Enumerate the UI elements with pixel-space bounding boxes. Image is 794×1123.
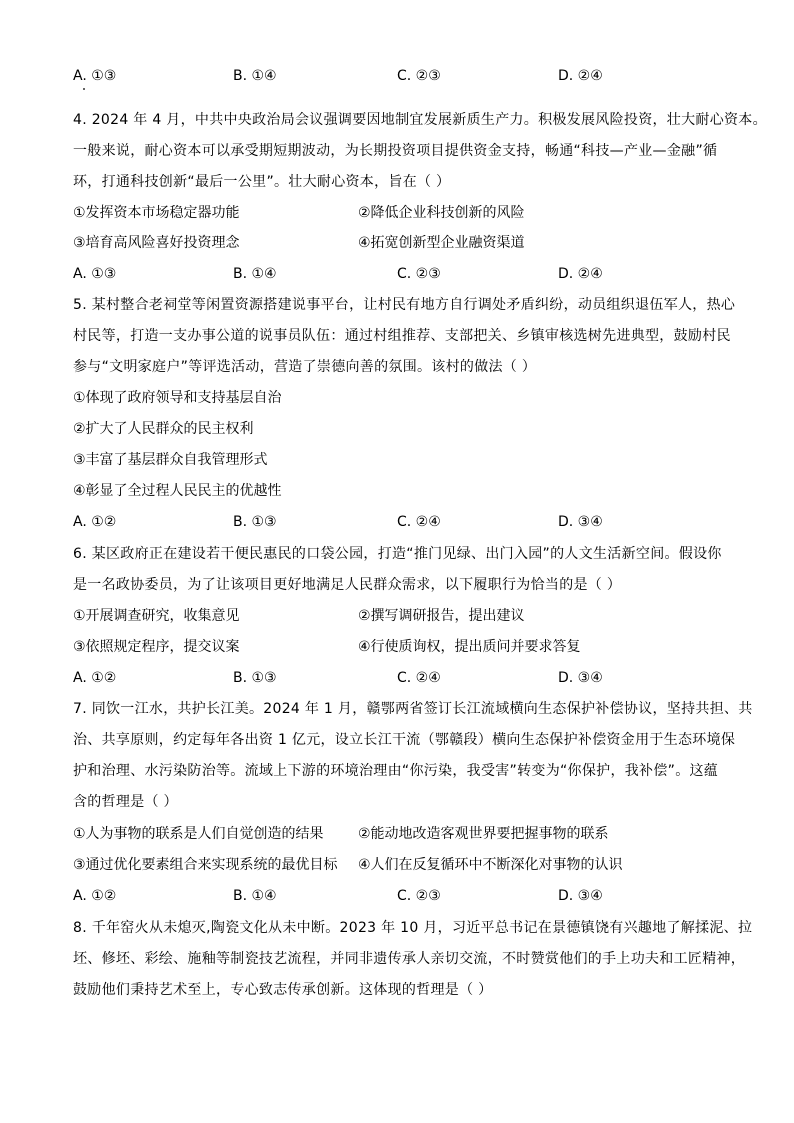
q4-stem-line-3: 环，打通科技创新“最后一公里”。壮大耐心资本，旨在（ ） bbox=[73, 174, 451, 190]
q5-stem-line-1: 5. 某村整合老祠堂等闲置资源搭建说事平台，让村民有地方自行调处矛盾纠纷，动员组织退伍军人，热心 bbox=[73, 297, 736, 313]
q6-statement-3: ③依照规定程序，提交议案 bbox=[73, 639, 240, 655]
q3-choice-b: B. ①④ bbox=[233, 68, 277, 84]
q4-stem-line-1: 4. 2024 年 4 月，中共中央政治局会议强调要因地制宜发展新质生产力。积极发展风险投资，壮大耐心资本。 bbox=[73, 112, 767, 128]
q4-choice-b: B. ①④ bbox=[233, 266, 277, 282]
q7-stem-line-4: 含的哲理是（ ） bbox=[73, 794, 178, 810]
q8-stem-line-1: 8. 千年窑火从未熄灭,陶瓷文化从未中断。2023 年 10 月，习近平总书记在景德镇饶有兴趣地了解揉泥、拉 bbox=[73, 920, 753, 936]
q7-choice-b: B. ①④ bbox=[233, 888, 277, 904]
q5-choice-b: B. ①③ bbox=[233, 514, 277, 530]
q4-statement-3: ③培育高风险喜好投资理念 bbox=[73, 235, 240, 251]
q5-stem-line-3: 参与“文明家庭户”等评选活动，营造了崇德向善的氛围。该村的做法（ ） bbox=[73, 359, 537, 375]
q6-choice-b: B. ①③ bbox=[233, 670, 277, 686]
q4-statement-1: ①发挥资本市场稳定器功能 bbox=[73, 205, 240, 221]
q6-stem-line-1: 6. 某区政府正在建设若干便民惠民的口袋公园，打造“推门见绿、出门入园”的人文生活新空间。假设你 bbox=[73, 546, 722, 562]
q6-statement-4: ④行使质询权，提出质问并要求答复 bbox=[358, 639, 581, 655]
q4-choice-a: A. ①③ bbox=[73, 266, 117, 282]
q3-choice-a: A. ①③ bbox=[73, 68, 117, 84]
q5-choice-c: C. ②④ bbox=[397, 514, 441, 530]
q8-stem-line-2: 坯、修坯、彩绘、施釉等制瓷技艺流程，并同非遗传承人亲切交流，不时赞赏他们的手上功夫和工匠精神， bbox=[73, 951, 746, 967]
q5-stem-line-2: 村民等，打造一支办事公道的说事员队伍：通过村组推荐、支部把关、乡镇审核选树先进典型，鼓励村民 bbox=[73, 328, 731, 344]
q7-stem-line-2: 治、共享原则，约定每年各出资 1 亿元，设立长江干流（鄂赣段）横向生态保护补偿资金用于生态环境保 bbox=[73, 732, 736, 748]
q4-statement-4: ④拓宽创新型企业融资渠道 bbox=[358, 235, 525, 251]
q7-stem-line-3: 护和治理、水污染防治等。流域上下游的环境治理由“你污染，我受害”转变为“你保护，我补偿”。这蕴 bbox=[73, 763, 719, 779]
q7-choice-d: D. ③④ bbox=[558, 888, 603, 904]
q5-statement-1: ①体现了政府领导和支持基层自治 bbox=[73, 390, 282, 406]
q7-choice-a: A. ①② bbox=[73, 888, 117, 904]
q7-statement-1: ①人为事物的联系是人们自觉创造的结果 bbox=[73, 826, 324, 842]
stray-dot bbox=[83, 88, 85, 90]
q4-choice-d: D. ②④ bbox=[558, 266, 603, 282]
q5-choice-d: D. ③④ bbox=[558, 514, 603, 530]
q6-stem-line-2: 是一名政协委员，为了让该项目更好地满足人民群众需求，以下履职行为恰当的是（ ） bbox=[73, 577, 622, 593]
q7-choice-c: C. ②③ bbox=[397, 888, 441, 904]
q3-choice-c: C. ②③ bbox=[397, 68, 441, 84]
q3-choice-d: D. ②④ bbox=[558, 68, 603, 84]
q8-stem-line-3: 鼓励他们秉持艺术至上，专心致志传承创新。这体现的哲理是（ ） bbox=[73, 982, 493, 998]
q4-statement-2: ②降低企业科技创新的风险 bbox=[358, 205, 525, 221]
q5-choice-a: A. ①② bbox=[73, 514, 117, 530]
q7-statement-2: ②能动地改造客观世界要把握事物的联系 bbox=[358, 826, 609, 842]
q6-choice-d: D. ③④ bbox=[558, 670, 603, 686]
q5-statement-4: ④彰显了全过程人民民主的优越性 bbox=[73, 483, 282, 499]
q7-statement-3: ③通过优化要素组合来实现系统的最优目标 bbox=[73, 857, 338, 873]
q7-statement-4: ④人们在反复循环中不断深化对事物的认识 bbox=[358, 857, 623, 873]
q7-stem-line-1: 7. 同饮一江水，共护长江美。2024 年 1 月，赣鄂两省签订长江流域横向生态保护补偿协议，坚持共担、共 bbox=[73, 701, 753, 717]
q5-statement-3: ③丰富了基层群众自我管理形式 bbox=[73, 452, 268, 468]
q4-stem-line-2: 一般来说，耐心资本可以承受期短期波动，为长期投资项目提供资金支持，畅通“科技—产业—金融”循 bbox=[73, 143, 718, 159]
q6-statement-1: ①开展调查研究，收集意见 bbox=[73, 608, 240, 624]
q6-statement-2: ②撰写调研报告，提出建议 bbox=[358, 608, 525, 624]
q5-statement-2: ②扩大了人民群众的民主权利 bbox=[73, 421, 254, 437]
q6-choice-a: A. ①② bbox=[73, 670, 117, 686]
q6-choice-c: C. ②④ bbox=[397, 670, 441, 686]
q4-choice-c: C. ②③ bbox=[397, 266, 441, 282]
